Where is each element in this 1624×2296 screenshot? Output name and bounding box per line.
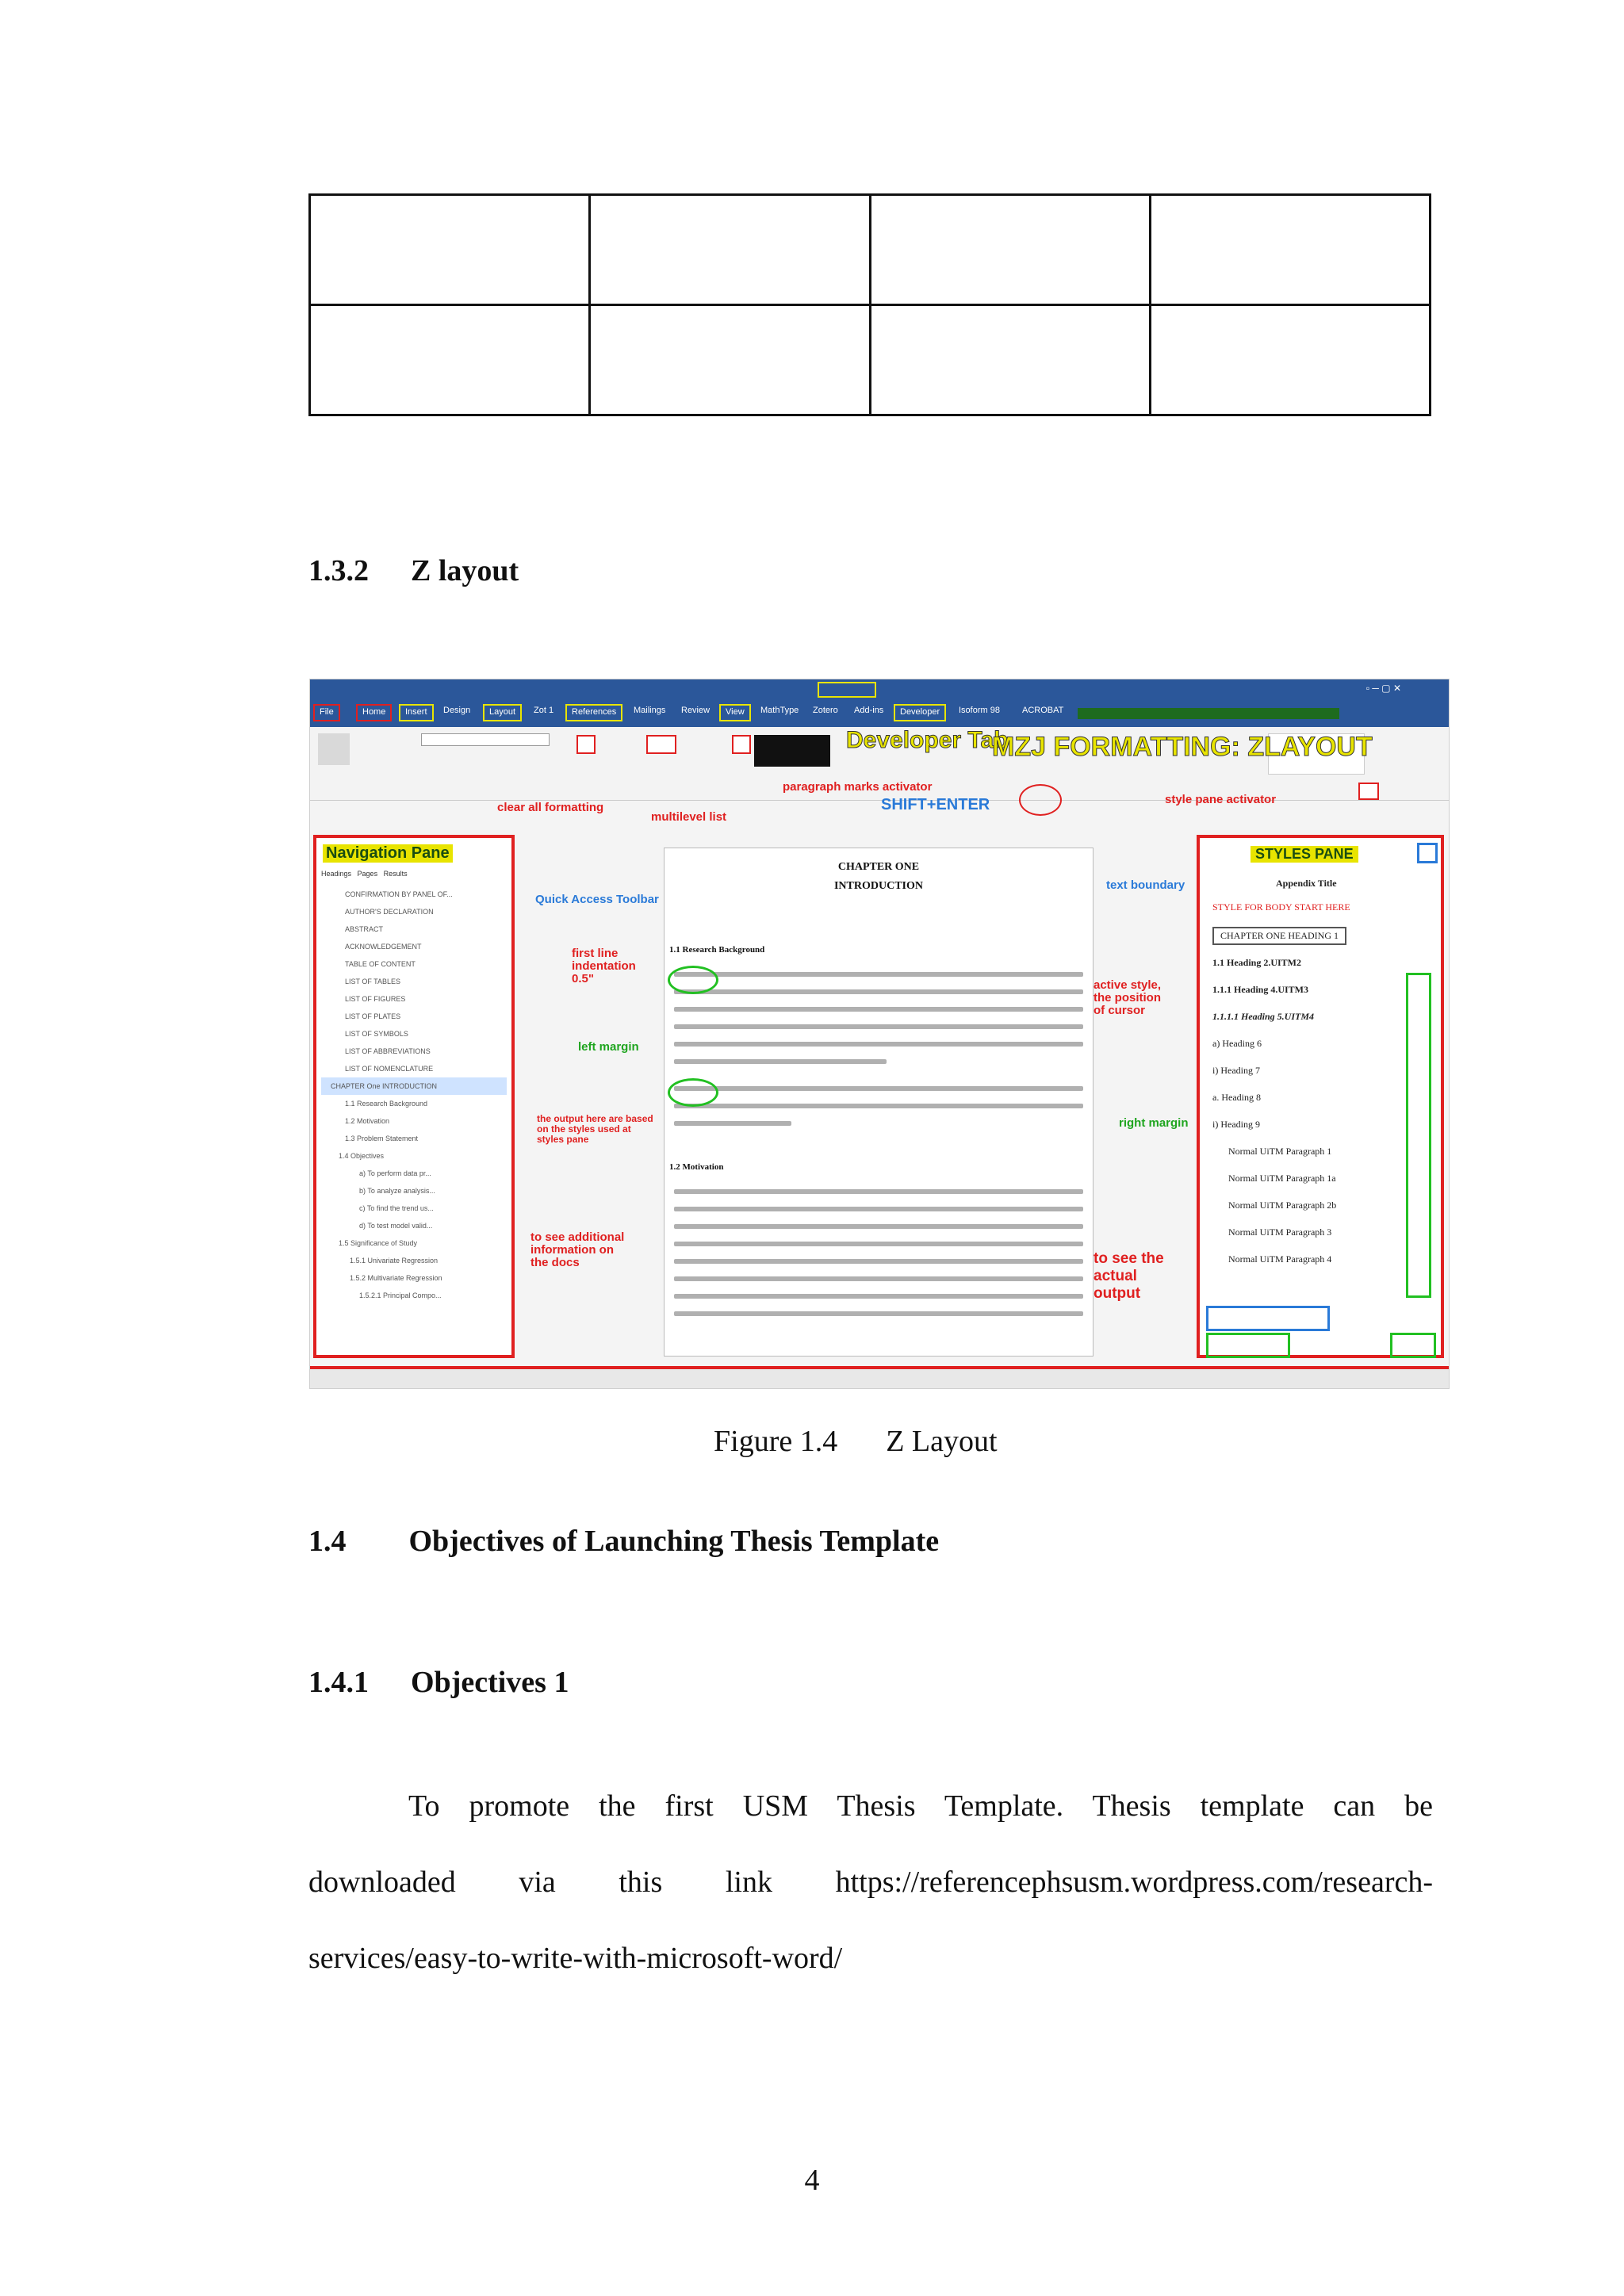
tab-design[interactable]: Design bbox=[443, 706, 471, 715]
section-heading-1-4-1 bbox=[308, 1665, 569, 1700]
annotation-output-styles: the output here are based on the styles used at styles pane bbox=[537, 1113, 653, 1145]
doc-intro-heading: INTRODUCTION bbox=[833, 880, 923, 892]
figure-z-layout-screenshot bbox=[309, 679, 1450, 1389]
annotation-shift-enter: SHIFT+ENTER bbox=[881, 796, 990, 813]
options-button[interactable] bbox=[1390, 1333, 1436, 1358]
list-item[interactable]: LIST OF ABBREVIATIONS bbox=[345, 1047, 431, 1055]
section-heading-1-4 bbox=[308, 1524, 939, 1559]
style-markers-column bbox=[1406, 973, 1431, 1298]
annotation-left-margin: left margin bbox=[578, 1040, 639, 1054]
document-page[interactable] bbox=[664, 848, 1094, 1357]
tab-references[interactable]: References bbox=[565, 704, 622, 721]
annotation-text-boundary: text boundary bbox=[1106, 878, 1185, 892]
empty-table bbox=[308, 193, 1431, 416]
list-item[interactable]: 1.4 Objectives bbox=[339, 1152, 385, 1160]
tab-view[interactable]: View bbox=[719, 704, 751, 721]
tab-file[interactable]: File bbox=[313, 704, 340, 721]
navigation-tabs bbox=[321, 870, 408, 878]
section-title: Z layout bbox=[411, 554, 519, 587]
table-cell bbox=[310, 305, 590, 415]
annotation-style-pane-activator: style pane activator bbox=[1165, 793, 1277, 806]
tab-insert[interactable]: Insert bbox=[399, 704, 434, 721]
developer-tab-banner: Developer Tab bbox=[846, 727, 1009, 753]
table-cell bbox=[1150, 305, 1430, 415]
nav-tab-headings[interactable]: Headings bbox=[321, 870, 352, 878]
indent-marker-circle-2 bbox=[668, 1078, 718, 1107]
tab-addins[interactable]: Add-ins bbox=[854, 706, 884, 715]
word-title-bar bbox=[310, 679, 1449, 700]
section-number: 1.4 bbox=[308, 1525, 347, 1558]
list-item[interactable]: ACKNOWLEDGEMENT bbox=[345, 943, 422, 951]
list-item[interactable]: CHAPTER One INTRODUCTION bbox=[321, 1077, 507, 1095]
style-item[interactable]: STYLE FOR BODY START HERE bbox=[1212, 901, 1350, 913]
style-pane-launcher-icon[interactable] bbox=[1358, 783, 1379, 800]
table-row bbox=[310, 195, 1431, 305]
paste-icon[interactable] bbox=[318, 733, 350, 765]
list-item[interactable]: c) To find the trend us... bbox=[359, 1204, 434, 1212]
table-row bbox=[310, 305, 1431, 415]
section-number: 1.3.2 bbox=[308, 554, 369, 587]
annotation-clear-all-formatting: clear all formatting bbox=[497, 801, 604, 814]
style-item[interactable]: Normal UiTM Paragraph 2b bbox=[1228, 1200, 1337, 1211]
style-item-active[interactable]: CHAPTER ONE HEADING 1 bbox=[1212, 927, 1346, 945]
list-item[interactable]: LIST OF TABLES bbox=[345, 978, 401, 985]
tab-zot[interactable]: Zot 1 bbox=[534, 706, 554, 715]
paragraph-marks-icon[interactable] bbox=[732, 735, 751, 754]
tab-isoform[interactable]: Isoform 98 bbox=[959, 706, 1000, 715]
annotation-paragraph-marks-activator: paragraph marks activator bbox=[783, 780, 933, 794]
navigation-pane-title: Navigation Pane bbox=[323, 844, 453, 863]
style-item[interactable]: Appendix Title bbox=[1276, 878, 1337, 889]
paragraph-line: To promote the first USM Thesis Template. Thesis template can be bbox=[408, 1789, 1433, 1823]
styles-pane bbox=[1197, 835, 1444, 1358]
tab-acrobat[interactable]: ACROBAT bbox=[1022, 706, 1064, 715]
show-preview-checkbox-box[interactable] bbox=[1206, 1306, 1330, 1331]
list-item[interactable]: LIST OF FIGURES bbox=[345, 995, 406, 1003]
body-paragraph bbox=[308, 1768, 1433, 1996]
section-title: Objectives 1 bbox=[411, 1666, 569, 1699]
paragraph-line: downloaded via this link https://referencephsusm.wordpress.com/research- bbox=[308, 1866, 1433, 1899]
list-item[interactable]: LIST OF PLATES bbox=[345, 1012, 401, 1020]
figure-caption bbox=[714, 1424, 998, 1459]
list-item[interactable]: b) To analyze analysis... bbox=[359, 1187, 435, 1195]
annotation-quick-access-toolbar: Quick Access Toolbar bbox=[535, 893, 659, 906]
tab-layout[interactable]: Layout bbox=[483, 704, 522, 721]
doc-heading-1-1: 1.1 Research Background bbox=[669, 945, 765, 955]
list-item[interactable]: CONFIRMATION BY PANEL OF... bbox=[345, 890, 453, 898]
table-cell bbox=[310, 195, 590, 305]
list-item[interactable]: 1.5.2.1 Principal Compo... bbox=[359, 1292, 442, 1299]
section-title: Objectives of Launching Thesis Template bbox=[408, 1525, 940, 1558]
font-group bbox=[421, 733, 588, 781]
list-item[interactable]: ABSTRACT bbox=[345, 925, 384, 933]
annotation-right-margin: right margin bbox=[1119, 1116, 1189, 1130]
list-item[interactable]: 1.5 Significance of Study bbox=[339, 1239, 418, 1247]
style-item[interactable]: Normal UiTM Paragraph 3 bbox=[1228, 1226, 1332, 1238]
annotation-active-style: active style, the position of cursor bbox=[1094, 978, 1162, 1017]
tab-mailings[interactable]: Mailings bbox=[634, 706, 666, 715]
tab-zotero[interactable]: Zotero bbox=[813, 706, 838, 715]
status-bar bbox=[310, 1366, 1449, 1388]
annotation-additional-info: to see additional information on the docs bbox=[530, 1230, 625, 1269]
close-icon[interactable] bbox=[1417, 843, 1438, 863]
list-item[interactable]: TABLE OF CONTENT bbox=[345, 960, 416, 968]
font-name-dropdown[interactable] bbox=[421, 733, 550, 746]
list-item[interactable]: AUTHOR'S DECLARATION bbox=[345, 908, 434, 916]
mzj-formatting-banner: MZJ FORMATTING: ZLAYOUT bbox=[992, 732, 1373, 762]
tab-review[interactable]: Review bbox=[681, 706, 710, 715]
navigation-pane bbox=[313, 835, 515, 1358]
styles-pane-title: STYLES PANE bbox=[1251, 846, 1358, 863]
clipboard-group bbox=[318, 733, 421, 781]
style-item[interactable]: i) Heading 9 bbox=[1212, 1119, 1260, 1130]
table-cell bbox=[590, 305, 870, 415]
page-number: 4 bbox=[804, 2164, 820, 2197]
table-cell bbox=[870, 195, 1150, 305]
list-item[interactable]: 1.2 Motivation bbox=[345, 1117, 390, 1125]
doc-chapter-heading: CHAPTER ONE bbox=[837, 861, 920, 873]
table-cell bbox=[1150, 195, 1430, 305]
tab-developer[interactable]: Developer bbox=[894, 704, 946, 721]
style-item[interactable]: i) Heading 7 bbox=[1212, 1065, 1260, 1076]
list-item[interactable]: d) To test model valid... bbox=[359, 1222, 433, 1230]
navigation-heading-list bbox=[321, 886, 507, 1304]
list-item[interactable]: 1.3 Problem Statement bbox=[345, 1135, 419, 1142]
style-item[interactable]: 1.1 Heading 2.UITM2 bbox=[1212, 957, 1302, 968]
window-controls[interactable]: ▫ ─ ▢ ✕ bbox=[1365, 683, 1401, 694]
annotation-first-line-indentation: first line indentation 0.5" bbox=[572, 947, 636, 985]
paragraph-line: services/easy-to-write-with-microsoft-word/ bbox=[308, 1942, 843, 1975]
list-item[interactable]: 1.1 Research Background bbox=[345, 1100, 428, 1108]
nav-tab-pages[interactable]: Pages bbox=[357, 870, 378, 878]
list-item[interactable]: 1.5.2 Multivariate Regression bbox=[350, 1274, 442, 1282]
clear-formatting-icon[interactable] bbox=[576, 735, 596, 754]
tab-mathtype[interactable]: MathType bbox=[760, 706, 799, 715]
caption-label: Figure 1.4 bbox=[714, 1425, 838, 1458]
indent-marker-circle bbox=[668, 966, 718, 994]
nav-tab-results[interactable]: Results bbox=[383, 870, 408, 878]
ribbon-tab-row bbox=[310, 700, 1449, 727]
style-item[interactable]: Normal UiTM Paragraph 1a bbox=[1228, 1173, 1336, 1184]
style-item[interactable]: 1.1.1.1 Heading 5.UITM4 bbox=[1212, 1011, 1315, 1022]
style-item[interactable]: Normal UiTM Paragraph 1 bbox=[1228, 1146, 1332, 1157]
doc-name-box bbox=[818, 682, 876, 698]
list-item[interactable]: LIST OF SYMBOLS bbox=[345, 1030, 408, 1038]
table-cell bbox=[870, 305, 1150, 415]
style-item[interactable]: a) Heading 6 bbox=[1212, 1038, 1262, 1049]
table-cell bbox=[590, 195, 870, 305]
section-number: 1.4.1 bbox=[308, 1666, 369, 1699]
caption-title: Z Layout bbox=[886, 1425, 998, 1458]
multilevel-list-icon[interactable] bbox=[646, 735, 676, 754]
style-item[interactable]: Normal UiTM Paragraph 4 bbox=[1228, 1253, 1332, 1265]
list-item[interactable]: a) To perform data pr... bbox=[359, 1169, 431, 1177]
annotation-actual-output: to see the actual output bbox=[1094, 1250, 1164, 1302]
styles-button-circle bbox=[1019, 784, 1062, 816]
list-item[interactable]: LIST OF NOMENCLATURE bbox=[345, 1065, 434, 1073]
style-item[interactable]: a. Heading 8 bbox=[1212, 1092, 1261, 1103]
ribbon-note-bar bbox=[1078, 708, 1339, 719]
style-item[interactable]: 1.1.1 Heading 4.UITM3 bbox=[1212, 984, 1309, 995]
redacted-block bbox=[754, 735, 830, 767]
tab-home[interactable]: Home bbox=[356, 704, 392, 721]
annotation-multilevel-list: multilevel list bbox=[651, 810, 727, 824]
doc-heading-1-2: 1.2 Motivation bbox=[669, 1162, 724, 1172]
section-heading-1-3-2 bbox=[308, 553, 519, 588]
style-buttons-box[interactable] bbox=[1206, 1333, 1290, 1358]
list-item[interactable]: 1.5.1 Univariate Regression bbox=[350, 1257, 439, 1265]
